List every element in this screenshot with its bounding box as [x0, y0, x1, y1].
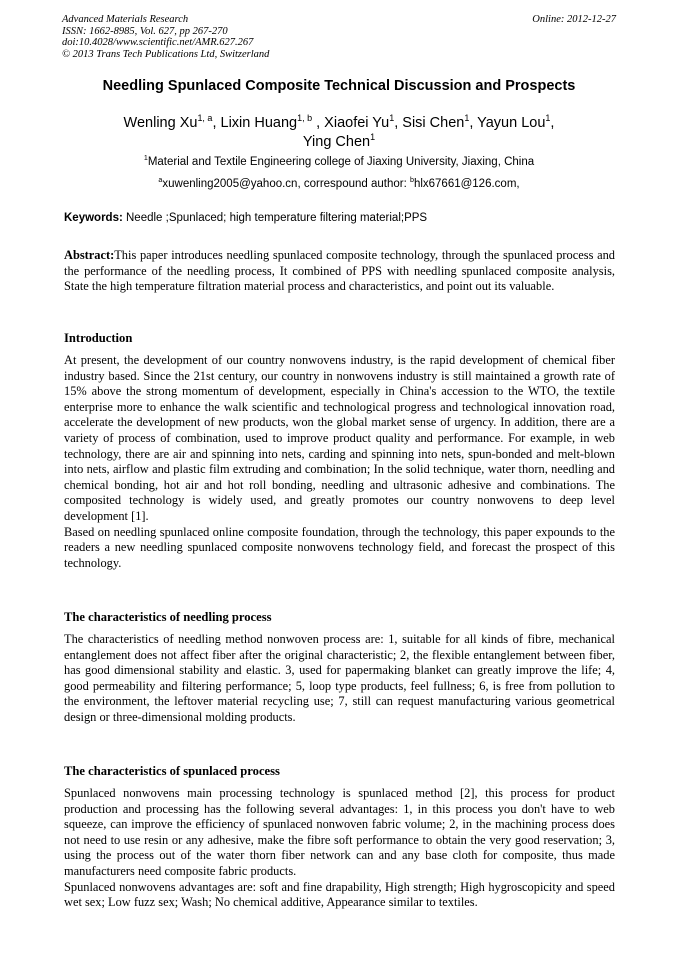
affiliation-text: Material and Textile Engineering college of Jiaxing University, Jiaxing, China [147, 156, 535, 168]
abstract-label: Abstract: [64, 248, 115, 262]
affiliation [40, 156, 638, 168]
journal-name: Advanced Materials Research [62, 14, 189, 25]
introduction-heading: Introduction [64, 331, 133, 345]
copyright: © 2013 Trans Tech Publications Ltd, Switzerland [62, 48, 270, 60]
running-header [62, 14, 616, 60]
author-sup: 1, a [197, 113, 213, 124]
author-name: Lixin Huang [220, 115, 298, 131]
author-name: Ying Chen [302, 134, 371, 150]
corresponding-label: , correspound author: [297, 178, 410, 190]
spunlaced-paragraph: Spunlaced nonwovens main processing technology is spunlaced method [2], this process for product production and processing has the following several advantages: 1, in this process you don't have to web squeeze, can improve the efficiency of spunlaced nonwoven fabric volume; 2, in the machining process does not need to use resin or any adhesive, make the fibre soft performance to obtain the very good reservation; 3, using the process out of the water thorn fiber network can and any base cloth for composite, thus made manufacturers need composite fabric products. [64, 786, 615, 878]
doi: doi:10.4028/www.scientific.net/AMR.627.267 [62, 37, 254, 48]
introduction-paragraph: Based on needling spunlaced online composite foundation, through the technology, this paper expounds to the readers a new needling spunlaced composite nonwovens technology field, and forecast the prospect of this technology. [64, 524, 615, 570]
email-a: xuwenling2005@yahoo.cn [162, 178, 298, 190]
author-name: Wenling Xu [123, 115, 198, 131]
author-sup: 1 [464, 113, 470, 124]
abstract-text: This paper introduces needling spunlaced composite technology, through the spunlaced process and the performance of the needling process, It combined of PPS with needling spunlaced composite analysis, State the high temperature filtration material process and characteristics, and point out its valuable. [64, 248, 615, 294]
introduction-body [64, 353, 615, 571]
email-b-sup: b [409, 176, 414, 185]
author-name: Sisi Chen [402, 115, 465, 131]
author-sup: 1 [370, 132, 376, 143]
issn: ISSN: 1662-8985, Vol. 627, pp 267-270 [62, 25, 228, 37]
needling-paragraph: The characteristics of needling method nonwoven process are: 1, suitable for all kinds of fibre, mechanical entanglement does not affect fiber after the original characteristic; 2, the flexible entanglement between fiber, has good dimensional stability and elastic. 3, used for papermaking blanket can greatly improve the life; 4, good permeability and filtering performance; 5, loop type products, feel fullness; 6, is free from pollution to the environment, the leftover material recycling use; 7, still can request manufacturing various geometrical design or three-dimensional molding products. [64, 632, 615, 724]
email-b: hlx67661@126.com, [413, 178, 520, 190]
abstract [64, 248, 615, 295]
author-sup: 1, b [297, 113, 313, 124]
author-name: Xiaofei Yu [324, 115, 390, 131]
paper-title: Needling Spunlaced Composite Technical Discussion and Prospects [102, 78, 576, 94]
affiliation-sup: 1 [143, 154, 148, 163]
spunlaced-paragraph: Spunlaced nonwovens advantages are: soft and fine drapability, High strength; High hygroscopicity and speed wet sex; Low fuzz sex; Wash; No chemical additive, Appearance similar to textiles. [64, 879, 615, 910]
introduction-paragraph: At present, the development of our country nonwovens industry, is the rapid development of chemical fiber industry based. Since the 21st century, our country in nonwovens industry is still maintained a growth rate of 15% above the strong momentum of development, especially in China's accession to the WTO, the textile enterprise more to enhance the walk scientific and technological progress and technological innovation road, accelerate the development of new products, won the global market sense of urgency. In addition, there are a variety of process of combination, used to improve product quality and performance. For example, in web technology, there are air and spinning into nets, carding and spinning into nets, spun-bonded and melt-blown into nets, airflow and plastic film extruding and combination; In the solid technique, water thorn, needling and chemical bonding, hot air and hot roll bonding, needling and ultrasonic adhesive and combinations. The composited technology is widely used, and greatly promotes our country nonwovens to deep level development [1]. [64, 353, 615, 523]
online-date: Online: 2012-12-27 [532, 14, 616, 25]
email-a-sup: a [158, 176, 163, 185]
spunlaced-body [64, 786, 615, 911]
author-sup: 1 [545, 113, 551, 124]
needling-heading: The characteristics of needling process [64, 610, 272, 624]
author-emails [40, 178, 638, 190]
needling-body [64, 632, 615, 726]
spunlaced-heading: The characteristics of spunlaced process [64, 764, 280, 778]
keywords-text: Needle ;Spunlaced; high temperature filtering material;PPS [122, 212, 428, 224]
author-list: Wenling Xu$^{1, a}$, Lixin Huang$^{1, b}$ , Xiaofei Yu$^1$, Sisi Chen$^1$, Yayun Lou$^1$, Ying Chen$^1$ [123, 113, 555, 150]
keywords-label: Keywords: [64, 212, 123, 224]
author-name: Yayun Lou [477, 115, 546, 131]
keywords [64, 212, 616, 224]
author-sup: 1 [389, 113, 395, 124]
